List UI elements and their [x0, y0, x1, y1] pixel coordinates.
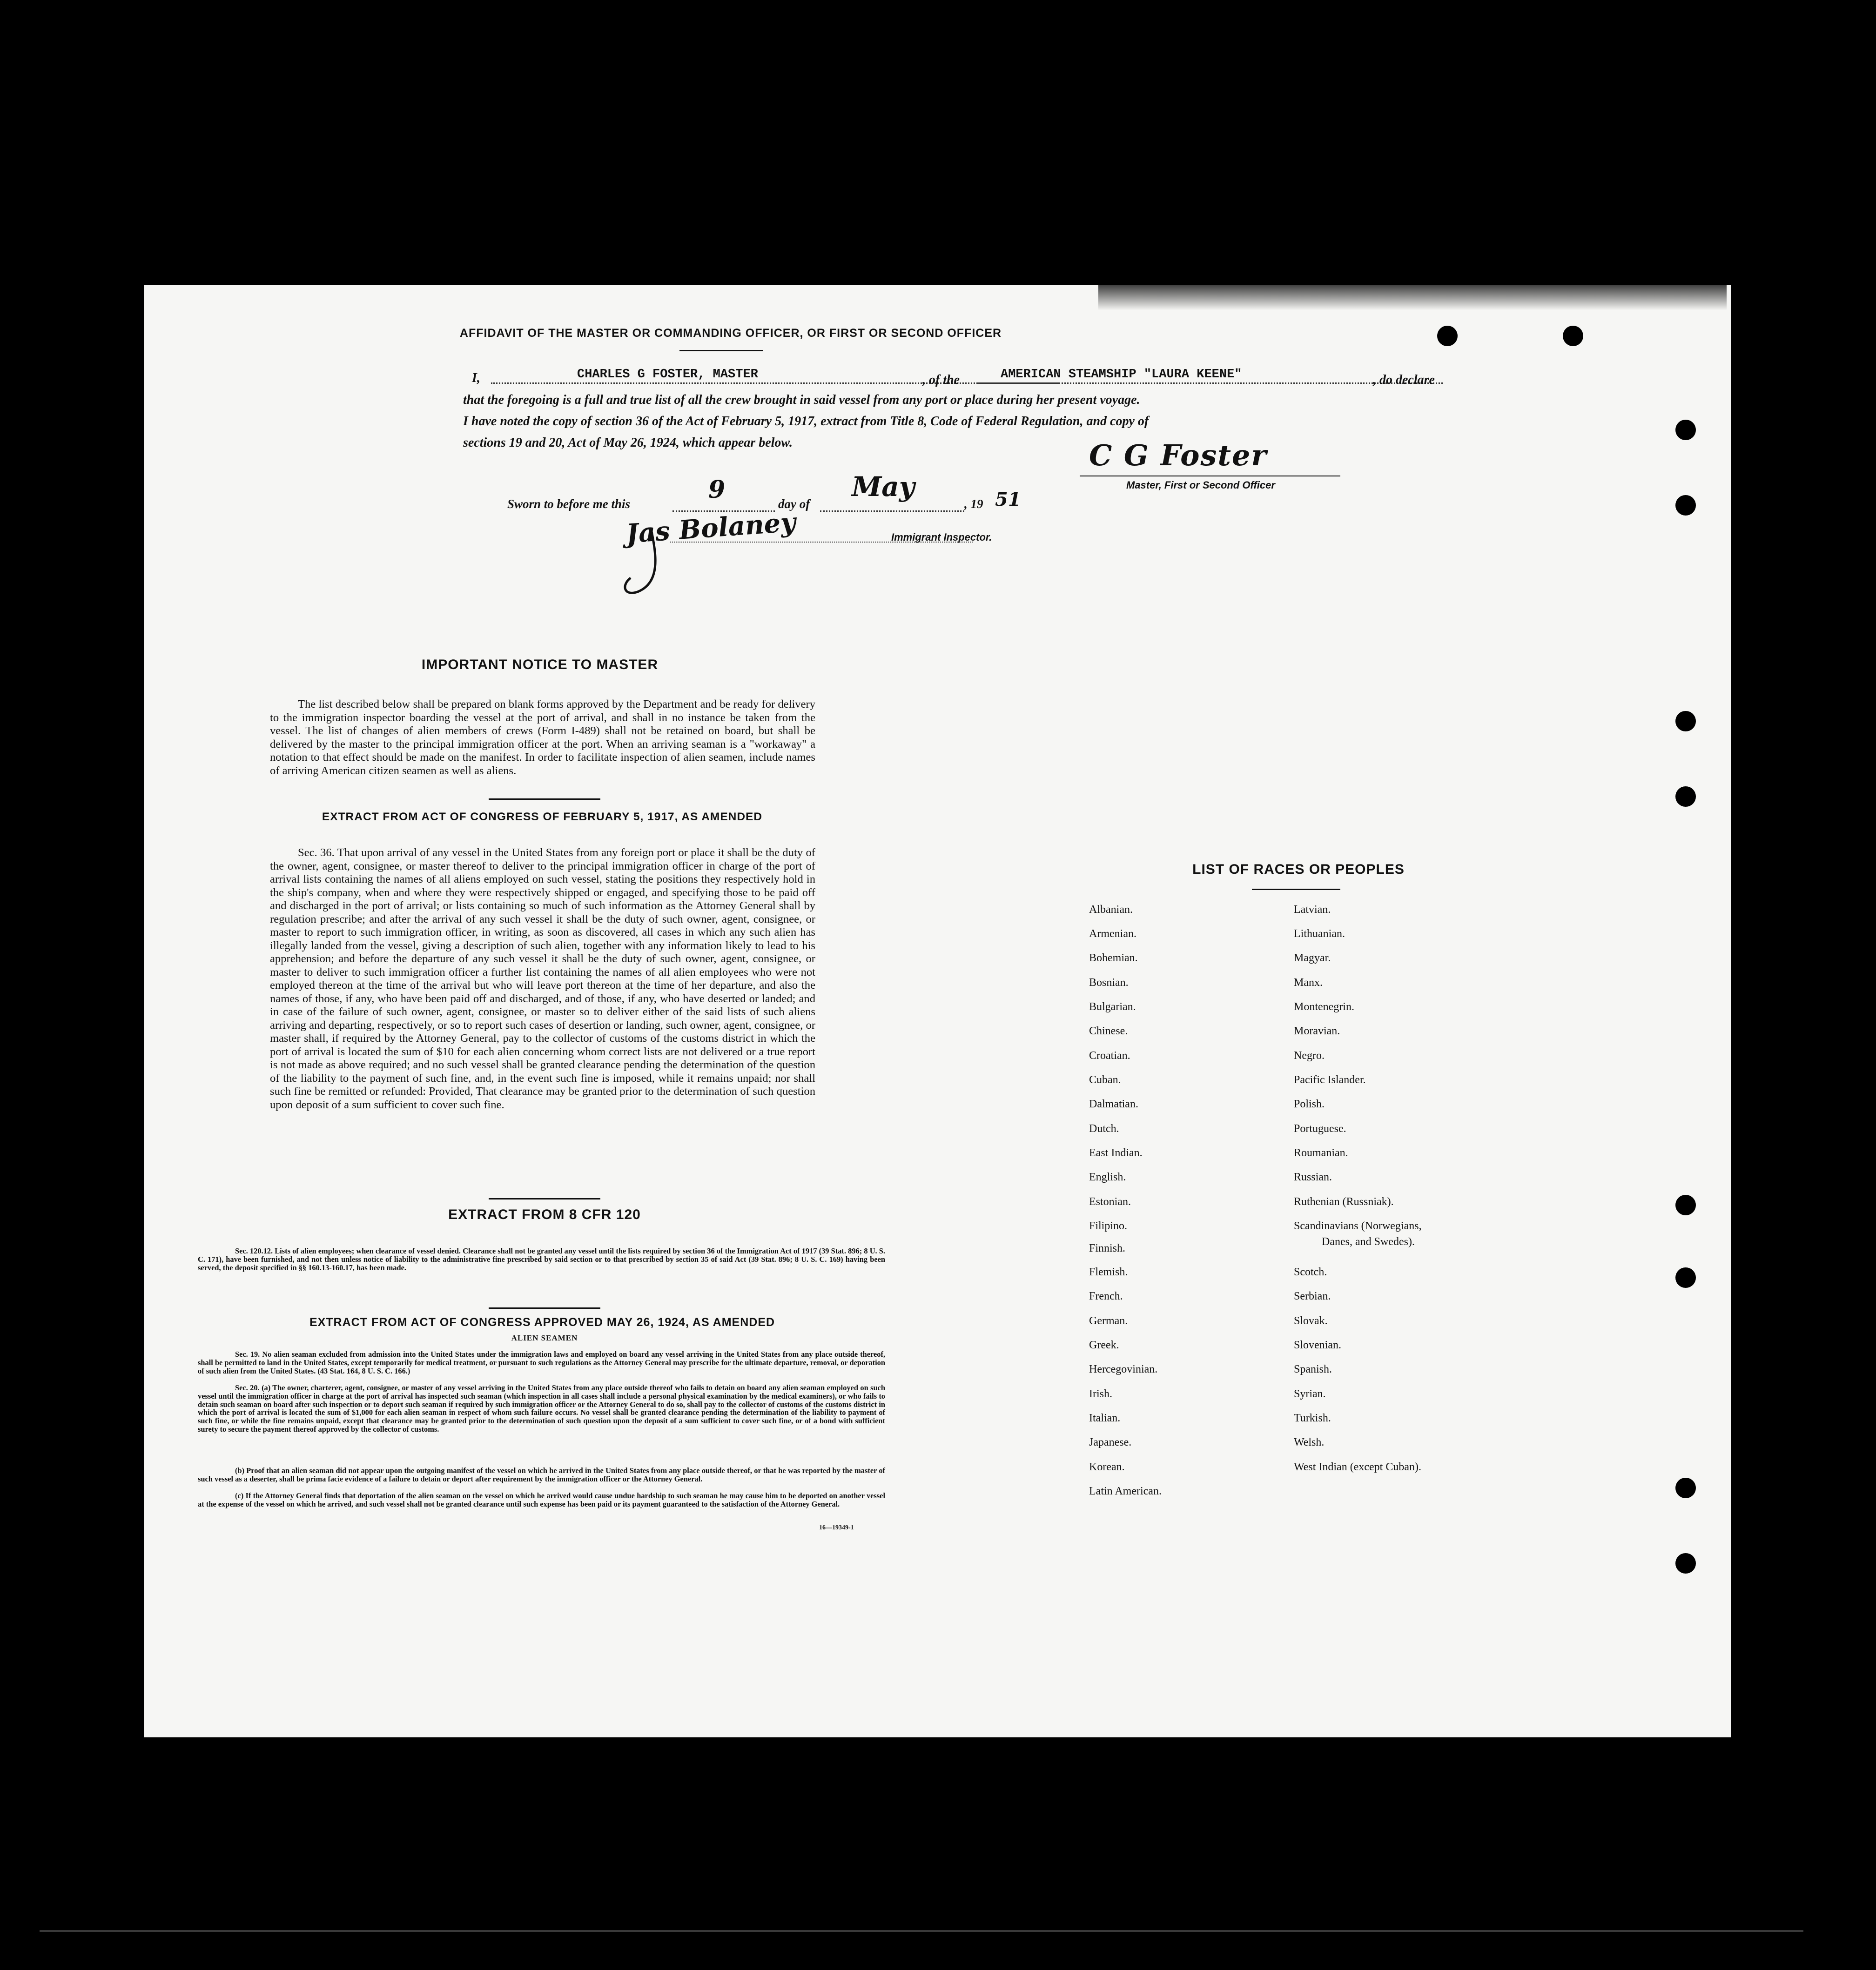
race-item: Bohemian.: [1089, 952, 1138, 964]
races-title-rule: [1252, 889, 1340, 890]
form-number: 16—19349-1: [819, 1524, 854, 1531]
document-page: [144, 285, 1731, 1737]
race-item: Croatian.: [1089, 1050, 1130, 1062]
extract-1924-title: EXTRACT FROM ACT OF CONGRESS APPROVED MAY 26, 1924, AS AMENDED: [309, 1316, 775, 1329]
race-item: Korean.: [1089, 1461, 1125, 1473]
race-item: Latvian.: [1294, 904, 1331, 916]
race-item: Cuban.: [1089, 1074, 1121, 1086]
sworn-label: Sworn to before me this: [507, 497, 631, 511]
race-item: Montenegrin.: [1294, 1001, 1354, 1013]
race-item: Roumanian.: [1294, 1147, 1348, 1159]
scanner-edge-line: [40, 1930, 1803, 1932]
punch-hole: [1675, 495, 1696, 516]
punch-hole: [1675, 1553, 1696, 1574]
race-item: Dalmatian.: [1089, 1098, 1138, 1110]
race-item: Bosnian.: [1089, 977, 1129, 989]
extract-1917-title: EXTRACT FROM ACT OF CONGRESS OF FEBRUARY 5, 1917, AS AMENDED: [322, 811, 763, 823]
race-item: West Indian (except Cuban).: [1294, 1461, 1421, 1473]
race-item: Slovak.: [1294, 1315, 1328, 1327]
extract-1924-subtitle: ALIEN SEAMEN: [511, 1333, 578, 1342]
punch-hole: [1437, 326, 1458, 346]
name-blank: [491, 382, 1059, 384]
race-item: Filipino.: [1089, 1220, 1128, 1232]
race-item: Finnish.: [1089, 1242, 1126, 1254]
affidavit-line-4: sections 19 and 20, Act of May 26, 1924, which appear below.: [463, 436, 793, 450]
section-rule: [489, 1307, 600, 1309]
punch-hole: [1675, 1478, 1696, 1498]
race-item: Turkish.: [1294, 1412, 1331, 1424]
of-the-label: , of the: [922, 373, 960, 387]
section-20b-text: (b) Proof that an alien seaman did not appear upon the outgoing manifest of the vessel on which he arrived in the United States from any place outside thereof, or that he was reported by the master of such vessel as a deserter, shall be prima facie evidence of a failure to detain or deport after requirement by the immigration officer or the Attorney General.: [198, 1466, 885, 1483]
inspector-signature: Jas Bolaney: [625, 507, 797, 549]
race-item: Greek.: [1089, 1339, 1119, 1351]
race-item: Japanese.: [1089, 1436, 1132, 1448]
race-item: Estonian.: [1089, 1196, 1131, 1208]
race-item: Serbian.: [1294, 1290, 1331, 1302]
sworn-month: May: [852, 471, 915, 503]
race-item: Portuguese.: [1294, 1123, 1346, 1135]
race-item: English.: [1089, 1171, 1126, 1183]
punch-hole: [1675, 1195, 1696, 1215]
race-item: Irish.: [1089, 1388, 1112, 1400]
vessel-name: AMERICAN STEAMSHIP "LAURA KEENE": [1001, 368, 1242, 382]
race-item: Albanian.: [1089, 904, 1133, 916]
race-item: Armenian.: [1089, 928, 1136, 940]
punch-hole: [1675, 420, 1696, 440]
punch-hole: [1675, 1267, 1696, 1288]
punch-hole: [1563, 326, 1583, 346]
race-item: Scotch.: [1294, 1266, 1327, 1278]
race-item: Spanish.: [1294, 1363, 1332, 1375]
punch-hole: [1675, 786, 1696, 807]
race-item: Lithuanian.: [1294, 928, 1345, 940]
extract-8cfr-body: Sec. 120.12. Lists of alien employees; when clearance of vessel denied. Clearance shall not be granted any vessel until the lists required by section 36 of the Immigration Act of 1917 (39 Stat. 896; 8 U. S. C. 171), have been furnished, and not then unless notice of liability to the administrative fine prescribed by said section or to that prescribed by section 35 of said Act (39 Stat. 896; 8 U. S. C. 169) having been served, the deposit specified in §§ 160.13-160.17, has been made.: [198, 1246, 885, 1272]
affidavit-line-2: that the foregoing is a full and true list of all the crew brought in said vessel from any port or place during her present voyage.: [463, 393, 1140, 407]
title-rule: [679, 350, 763, 351]
race-item: Moravian.: [1294, 1025, 1340, 1037]
race-item: French.: [1089, 1290, 1123, 1302]
race-item: Syrian.: [1294, 1388, 1326, 1400]
master-name: CHARLES G FOSTER, MASTER: [577, 368, 758, 382]
race-item: Scandinavians (Norwegians,: [1294, 1220, 1422, 1232]
year-label: , 19: [964, 497, 983, 511]
notice-title: IMPORTANT NOTICE TO MASTER: [421, 657, 659, 672]
race-item: Latin American.: [1089, 1485, 1162, 1497]
page-edge-wear: [1098, 285, 1727, 310]
inspector-signature-flourish: [619, 527, 675, 596]
race-item: Manx.: [1294, 977, 1323, 989]
race-item: Dutch.: [1089, 1123, 1119, 1135]
races-title: LIST OF RACES OR PEOPLES: [1192, 862, 1405, 877]
section-20c-text: (c) If the Attorney General finds that deportation of the alien seaman on the vessel on which he arrived would cause undue hardship to such seaman he may cause him to be deported on another vessel at the expense of the vessel on which he arrived, and such vessel shall not be granted clearance until such expense has been paid or its payment guaranteed to the satisfaction of the Attorney General.: [198, 1491, 885, 1508]
race-item: Hercegovinian.: [1089, 1363, 1158, 1375]
race-item: East Indian.: [1089, 1147, 1143, 1159]
master-signature-caption: Master, First or Second Officer: [1126, 479, 1275, 491]
affidavit-i-label: I,: [472, 371, 480, 385]
section-19-text: Sec. 19. No alien seaman excluded from admission into the United States under the immigration laws and employed on board any vessel arriving in the United States from any place outside thereof, shall be permitted to land in the United States, except temporarily for medical treatment, or pursuant to such regulations as the Attorney General may prescribe for the ultimate departure, removal, or deporation of such alien from the United States. (43 Stat. 164, 8 U. S. C. 166.): [198, 1350, 885, 1375]
master-signature: C G Foster: [1089, 438, 1268, 472]
race-item: Polish.: [1294, 1098, 1325, 1110]
sworn-year: 51: [995, 489, 1021, 510]
section-rule: [489, 1198, 600, 1199]
race-item: Bulgarian.: [1089, 1001, 1136, 1013]
extract-8cfr-title: EXTRACT FROM 8 CFR 120: [448, 1207, 641, 1222]
section-20a-text: Sec. 20. (a) The owner, charterer, agent, consignee, or master of any vessel arriving in the United States from any place outside thereof who fails to detain on board any alien seaman employed on such vessel until the immigration officer in charge at the port of arrival has inspected such seaman (which inspection in all cases shall include a personal physical examination by the medical examiners), or who fails to detain such seaman on board after such inspection or to deport such seaman if required by such immigration officer or the Attorney General to do so, shall pay to the collector of customs of the customs district in which the port of arrival is located the sum of $1,000 for each alien seaman in respect of whom such failure occurs. No vessel shall be granted clearance pending the determination of the liability to payment of such fine, or while the fine remains unpaid, except that clearance may be granted prior to the determination of such question upon the deposit of a sum sufficient to cover such fine, or of a bond with sufficient surety to secure the payment thereof approved by the collector of customs.: [198, 1383, 885, 1434]
race-item: Pacific Islander.: [1294, 1074, 1366, 1086]
race-item: Danes, and Swedes).: [1322, 1236, 1415, 1248]
race-item: Ruthenian (Russniak).: [1294, 1196, 1394, 1208]
section-rule: [489, 798, 600, 800]
month-blank: [820, 510, 964, 512]
affidavit-line-3: I have noted the copy of section 36 of the Act of February 5, 1917, extract from Title 8, Code of Federal Regulation, and copy of: [463, 414, 1149, 429]
race-item: German.: [1089, 1315, 1128, 1327]
race-item: Negro.: [1294, 1050, 1325, 1062]
race-item: Chinese.: [1089, 1025, 1128, 1037]
sworn-day: 9: [708, 476, 726, 504]
affidavit-title: AFFIDAVIT OF THE MASTER OR COMMANDING OFFICER, OR FIRST OR SECOND OFFICER: [459, 327, 1002, 340]
race-item: Flemish.: [1089, 1266, 1128, 1278]
extract-1917-body: Sec. 36. That upon arrival of any vessel in the United States from any foreign port or place it shall be the duty of the owner, agent, consignee, or master thereof to deliver to the principal immigration officer in charge of the port of arrival lists containing the names of all aliens employed on such vessel, stating the positions they respectively hold in the ship's company, when and where they were respectively shipped or engaged, and specifying those to be paid off and discharged in the port of arrival; or lists containing so much of such information as the Attorney General shall by regulation prescribe; and after the arrival of any such vessel it shall be the duty of such owner, agent, consignee, or master to report to such immigration officer, in writing, as soon as discovered, all cases in which any such alien has illegally landed from the vessel, giving a description of such alien, together with any information likely to lead to his apprehension; and before the departure of any such vessel it shall be the duty of such owner, agent, consignee, or master to deliver to such immigration officer a further list containing the names of all alien employees who were not employed thereon at the time of the arrival but who will leave port thereon at the time of her departure, and also the names of those, if any, who have been paid off and discharged, and of those, if any, who have deserted or landed; and in case of the failure of such owner, agent, consignee, or master so to deliver either of the said lists of such aliens arriving and departing, respectively, or so to report such cases of desertion or landing, such owner, agent, consignee, or master shall, if required by the Attorney General, pay to the collector of customs of the customs district in which the port of arrival is located the sum of $10 for each alien concerning whom correct lists are not delivered or a true report is not made as above required; and no such vessel shall be granted clearance pending the determination of the question of the liability to the payment of such fine, and, in the event such fine is imposed, while it remains unpaid; nor shall such fine be remitted or refunded: Provided, That clearance may be granted prior to the determination of such question upon deposit of a sum sufficient to cover such fine.: [270, 846, 815, 1111]
notice-body: The list described below shall be prepared on blank forms approved by the Department and be ready for delivery to the immigration inspector boarding the vessel at the port of arrival, and shall in no instance be taken from the vessel. The list of changes of alien members of crews (Form I-489) shall not be retained on board, but shall be delivered by the master to the principal immigration officer at the port. When an arriving seaman is a "workaway" a notation to that effect should be made on the manifest. In order to facilitate inspection of alien seamen, include names of arriving American citizen seamen as well as aliens.: [270, 698, 815, 777]
do-declare-label: , do declare: [1373, 373, 1435, 387]
race-item: Russian.: [1294, 1171, 1332, 1183]
race-item: Italian.: [1089, 1412, 1121, 1424]
race-item: Welsh.: [1294, 1436, 1325, 1448]
inspector-caption: Immigrant Inspector.: [891, 531, 992, 543]
race-item: Magyar.: [1294, 952, 1331, 964]
punch-hole: [1675, 711, 1696, 731]
race-item: Slovenian.: [1294, 1339, 1341, 1351]
day-of-label: day of: [778, 497, 810, 511]
